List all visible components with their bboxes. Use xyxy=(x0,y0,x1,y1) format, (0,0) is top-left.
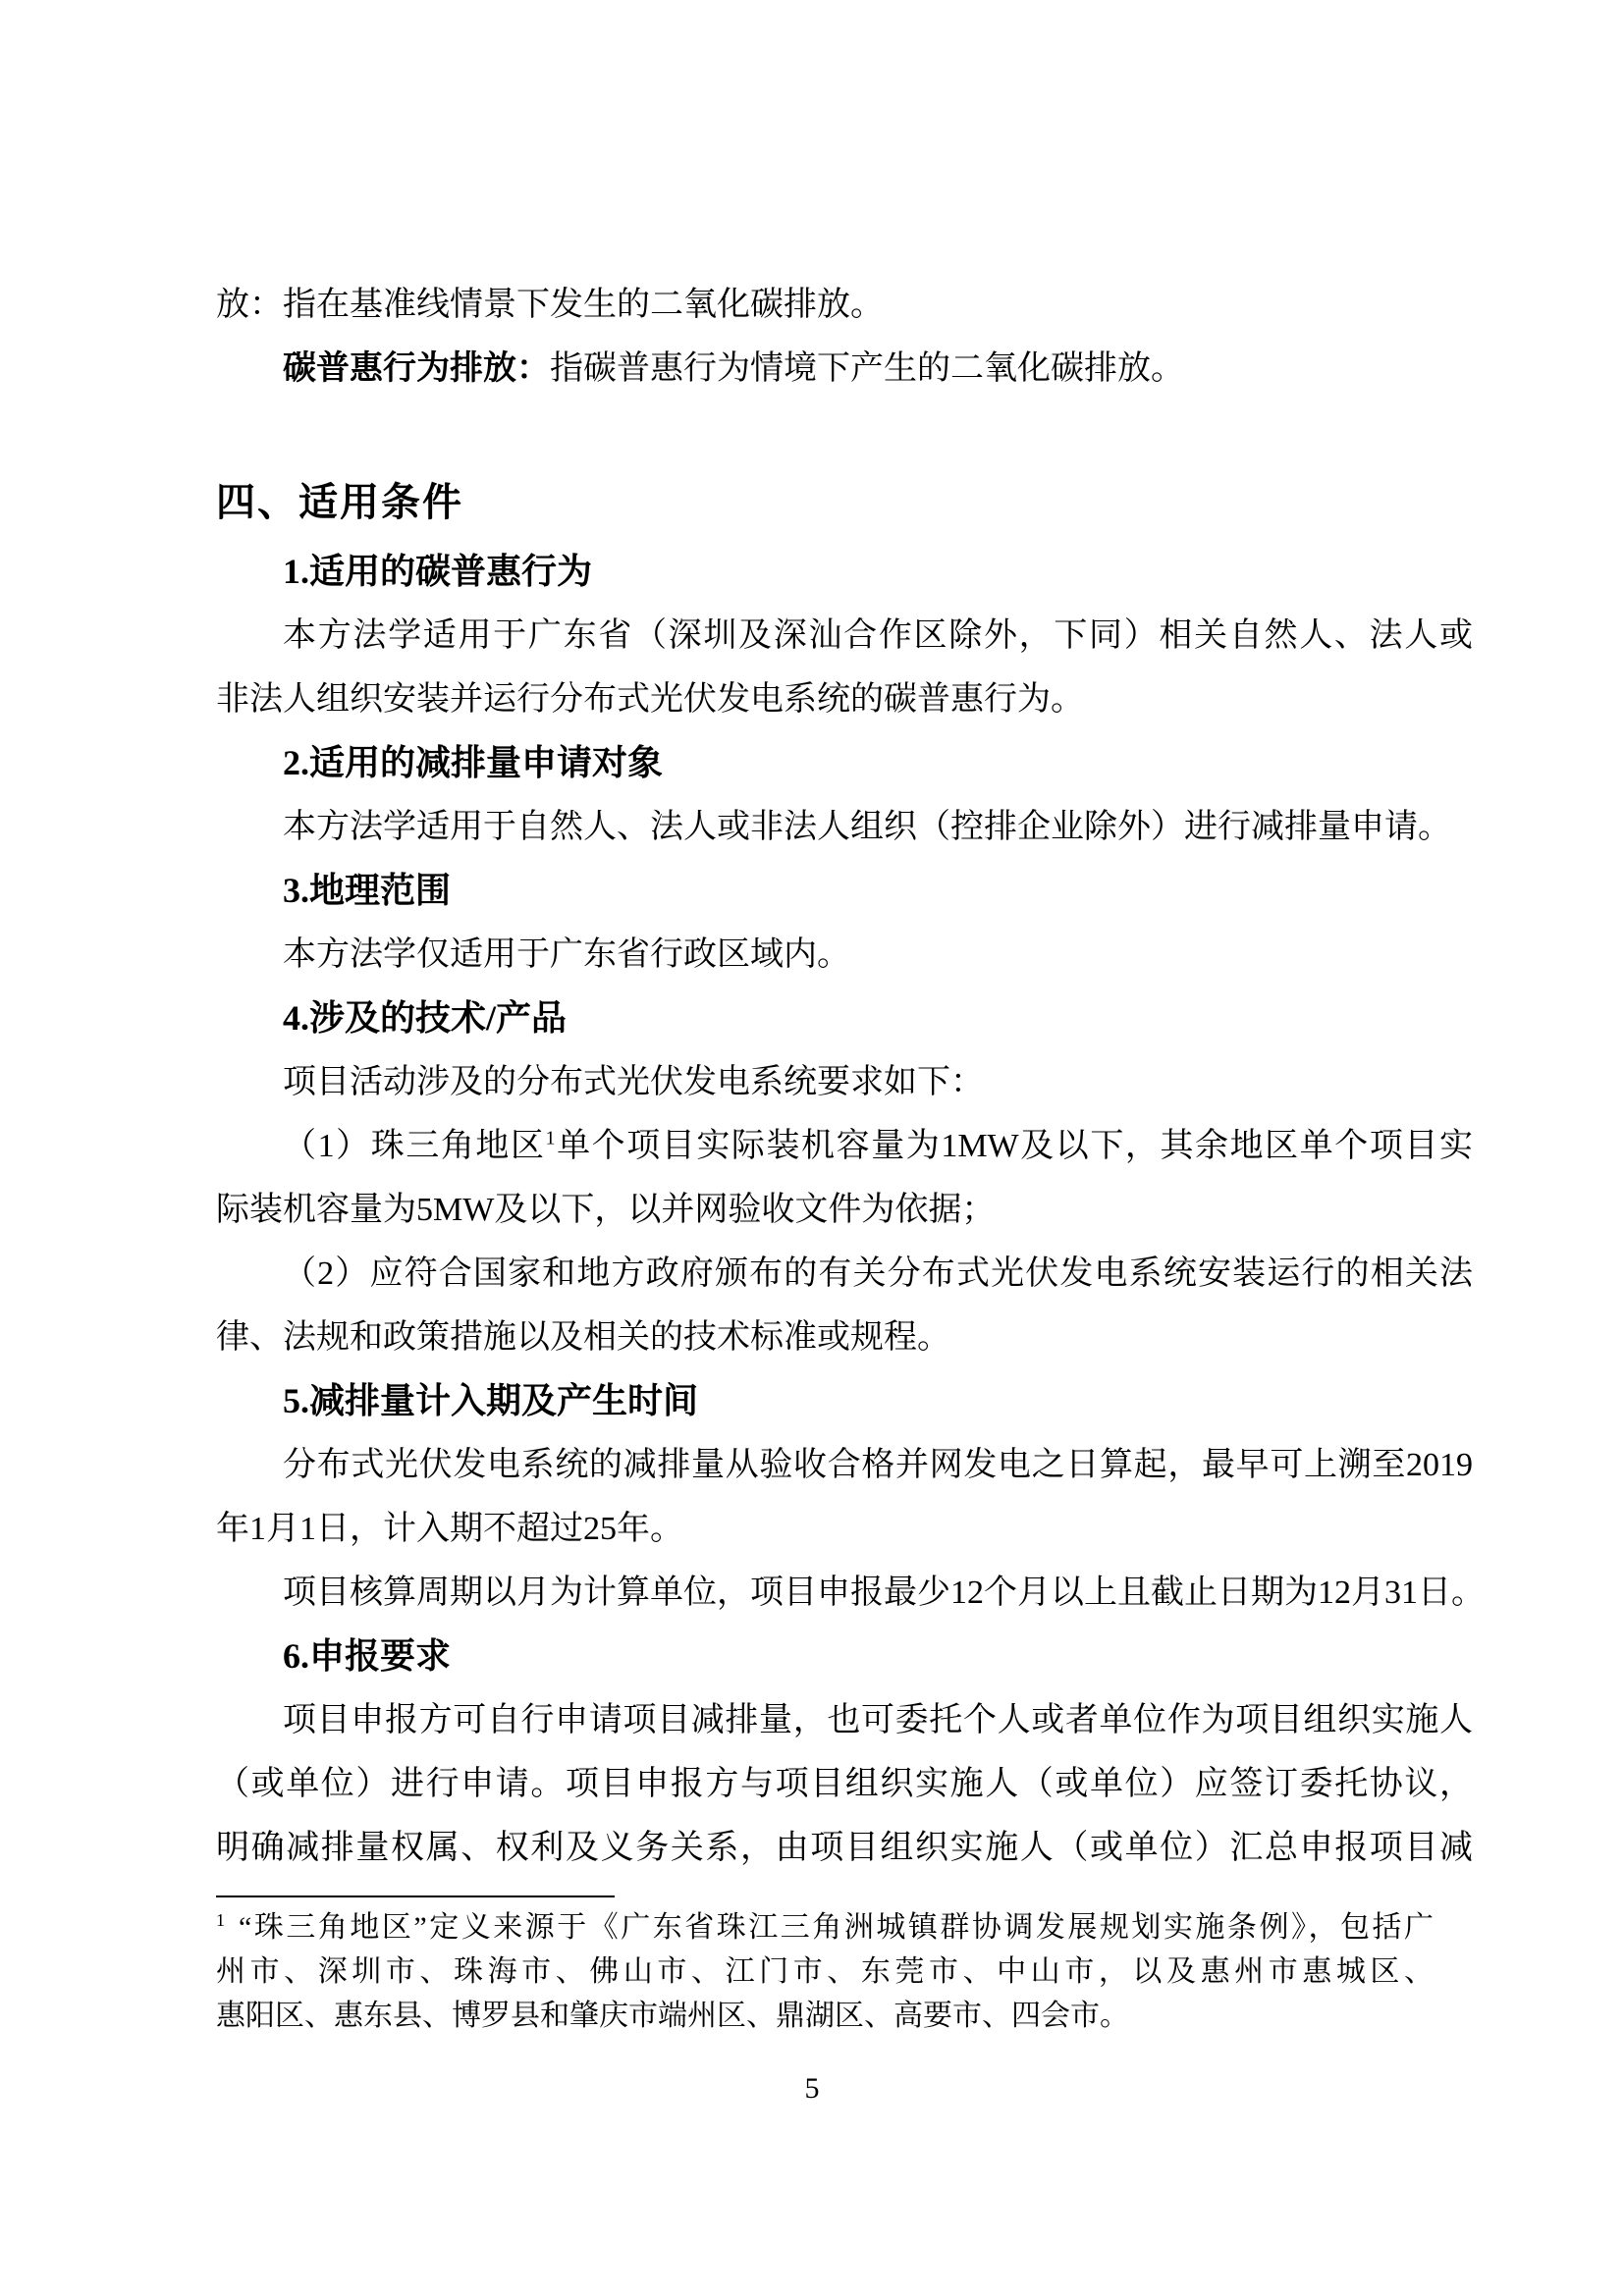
subheading-5: 5.减排量计入期及产生时间 xyxy=(283,1381,699,1420)
definition-term: 碳普惠行为排放： xyxy=(283,350,550,387)
text-line: （或单位）进行申请。项目申报方与项目组织实施人（或单位）应签订委托协议， xyxy=(216,1766,1473,1802)
subheading-3: 3.地理范围 xyxy=(283,871,452,910)
footnote xyxy=(216,1897,1434,2038)
footnote-marker: 1 xyxy=(216,1910,225,1930)
text-line: 项目活动涉及的分布式光伏发电系统要求如下： xyxy=(283,1064,984,1100)
paragraph-continuation-line: 放：指在基准线情景下发生的二氧化碳排放。 xyxy=(216,287,884,323)
footnote-line: 惠阳区、惠东县、博罗县和肇庆市端州区、鼎湖区、高要市、四会市。 xyxy=(216,2000,1129,2032)
list-item-1-line: 际装机容量为5MW及以下，以并网验收文件为依据； xyxy=(216,1192,996,1228)
definition-paragraph xyxy=(216,337,1473,400)
definition-text: 指碳普惠行为情境下产生的二氧化碳排放。 xyxy=(550,350,1184,387)
footnote-line: 州市、深圳市、珠海市、佛山市、江门市、东莞市、中山市，以及惠州市惠城区、 xyxy=(216,1955,1434,1988)
text-line: 非法人组织安装并运行分布式光伏发电系统的碳普惠行为。 xyxy=(216,681,1084,718)
subheading-2: 2.适用的减排量申请对象 xyxy=(283,743,664,782)
text-line: 项目申报方可自行申请项目减排量，也可委托个人或者单位作为项目组织实施人 xyxy=(283,1702,1473,1738)
footnote-text: “珠三角地区”定义来源于《广东省珠江三角洲城镇群协调发展规划实施条例》，包括广 xyxy=(239,1911,1434,1944)
subheading-4: 4.涉及的技术/产品 xyxy=(283,998,568,1038)
subheading-6: 6.申报要求 xyxy=(283,1636,452,1676)
text-line: 项目核算周期以月为计算单位，项目申报最少12个月以上且截止日期为12月31日。 xyxy=(283,1575,1485,1611)
text-line: 本方法学适用于自然人、法人或非法人组织（控排企业除外）进行减排量申请。 xyxy=(283,809,1451,845)
list-item-1-text: （1）珠三角地区 xyxy=(283,1128,546,1164)
list-item-2-line: 律、法规和政策措施以及相关的技术标准或规程。 xyxy=(216,1319,950,1356)
section-heading: 四、适用条件 xyxy=(216,481,463,524)
text-line: 明确减排量权属、权利及义务关系，由项目组织实施人（或单位）汇总申报项目减 xyxy=(216,1830,1473,1866)
footnote-line xyxy=(216,1905,1434,1949)
text-line: 年1月1日，计入期不超过25年。 xyxy=(216,1511,683,1547)
list-item-2-line: （2）应符合国家和地方政府颁布的有关分布式光伏发电系统安装运行的相关法 xyxy=(283,1255,1473,1292)
list-item-1-text-continued: 单个项目实际装机容量为1MW及以下，其余地区单个项目实 xyxy=(555,1128,1473,1164)
text-line: 本方法学适用于广东省（深圳及深汕合作区除外，下同）相关自然人、法人或 xyxy=(283,617,1473,654)
page-number: 5 xyxy=(804,2072,820,2105)
text-line: 本方法学仅适用于广东省行政区域内。 xyxy=(283,936,850,973)
text-line: 分布式光伏发电系统的减排量从验收合格并网发电之日算起，最早可上溯至2019 xyxy=(283,1447,1473,1483)
list-item-1-line xyxy=(216,1114,1473,1178)
footnote-reference-marker: 1 xyxy=(545,1127,556,1149)
subheading-1: 1.适用的碳普惠行为 xyxy=(283,552,593,591)
